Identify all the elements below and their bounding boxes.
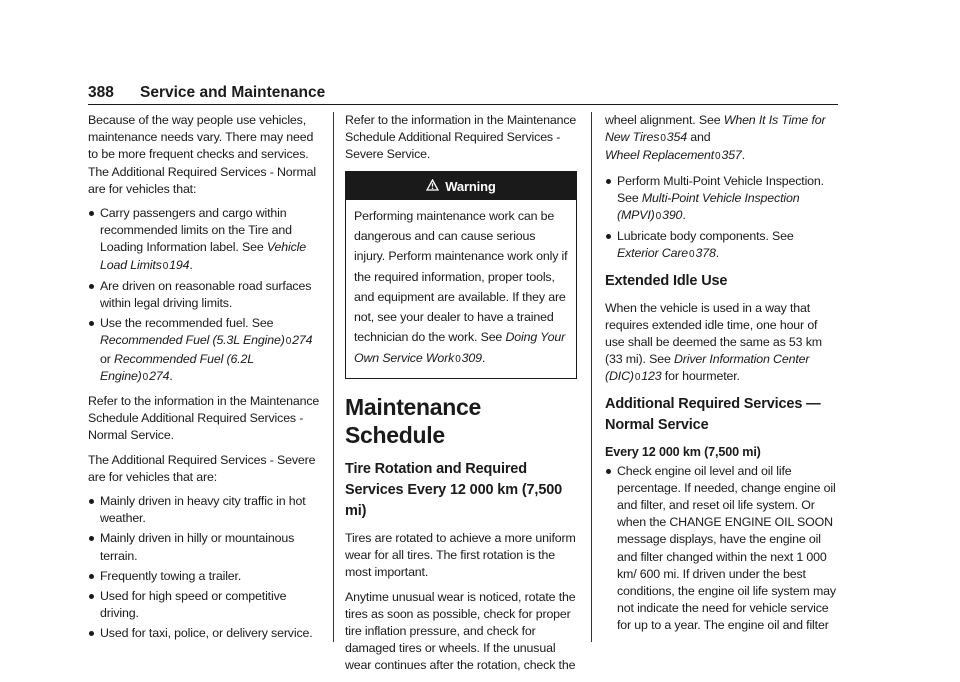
extended-idle-paragraph (605, 300, 837, 387)
paragraph-text: wheel alignment. See (605, 113, 724, 127)
paragraph-end: . (741, 148, 745, 163)
cross-reference-link[interactable]: Vehicle Load Limits (100, 240, 307, 272)
page-title: Service and Maintenance (140, 84, 326, 101)
cross-reference-link[interactable]: Doing Your Own Service Work (354, 330, 566, 365)
list-item: Mainly driven in heavy city traffic in hot weather. (88, 493, 320, 527)
warning-triangle-icon (426, 172, 439, 202)
refer-severe-paragraph: Refer to the information in the Maintenance Schedule Additional Required Services - Severe Service. (345, 113, 577, 162)
page-reference-icon: 0 (162, 260, 169, 272)
column-1 (88, 112, 320, 650)
list-item-text: or (100, 351, 115, 366)
tire-paragraph-1: Tires are rotated to achieve a more uniform wear for all tires. The first rotation is the most important. (345, 530, 576, 580)
page-header (88, 84, 838, 106)
cross-reference-link[interactable]: Recommended Fuel (6.2L Engine) (100, 351, 254, 383)
page-reference[interactable]: 274 (292, 333, 313, 348)
page-reference-icon: 0 (455, 353, 461, 365)
page-reference-icon: 0 (142, 371, 149, 383)
page-reference[interactable]: 123 (641, 369, 662, 384)
cross-reference-link[interactable]: Multi-Point Vehicle Inspection (MPVI) (617, 190, 800, 223)
header-rule (88, 104, 838, 105)
page-reference[interactable]: 390 (662, 208, 683, 223)
warning-text: Performing maintenance work can be dangerous and can cause serious injury. Perform maintenance work only if the required information, proper tools, and equipment are available. If they are not, see your dealer to have a trained technician do the work. See (354, 208, 568, 345)
cross-reference-link[interactable]: When It Is Time for New Tires (605, 113, 826, 145)
column-2 (345, 112, 577, 682)
cross-reference-link[interactable]: Exterior Care (617, 246, 689, 261)
list-item (88, 315, 320, 386)
column-3 (605, 112, 837, 642)
list-item (88, 278, 320, 312)
section-title: Maintenance Schedule (345, 393, 482, 448)
tire-rotation-heading: Tire Rotation and Required Services Every 12 000 km (7,500 mi) (345, 460, 563, 519)
page-reference[interactable]: 357 (721, 148, 742, 163)
warning-header (346, 172, 576, 200)
page-reference-icon: 0 (689, 249, 695, 261)
page-reference-icon: 0 (655, 211, 662, 223)
page-reference-icon: 0 (715, 151, 721, 163)
paragraph-text: When the vehicle is used in a way that requires extended idle time, one hour of use shall be deemed the same as 53 km (33 mi). See (605, 300, 822, 367)
extended-idle-heading: Extended Idle Use (605, 272, 728, 289)
page-reference[interactable]: 378 (695, 246, 716, 261)
list-item: Mainly driven in hilly or mountainous terrain. (88, 530, 320, 564)
list-item (605, 228, 837, 263)
list-item: Used for high speed or competitive driving. (88, 588, 320, 622)
list-item (605, 173, 837, 226)
page-reference[interactable]: 309 (461, 350, 482, 365)
page-reference[interactable]: 194 (169, 257, 190, 272)
every-interval-heading: Every 12 000 km (7,500 mi) (605, 444, 761, 459)
page-reference-icon: 0 (285, 336, 292, 348)
normal-conditions-list (88, 205, 320, 386)
list-item-end: . (169, 368, 173, 383)
list-item-text: Lubricate body components. See (617, 229, 794, 244)
list-item-text: Carry passengers and cargo within recommended limits on the Tire and Loading Information label. See (100, 206, 292, 255)
intro-paragraph: Because of the way people use vehicles, maintenance needs vary. There may need to be more frequent checks and services. The Additional Required Services - Normal are for vehicles that: (88, 113, 317, 196)
list-item-end: . (682, 208, 686, 223)
list-item: Frequently towing a trailer. (88, 568, 320, 585)
list-item-end: . (715, 246, 719, 261)
list-item: Used for taxi, police, or delivery service. (88, 625, 320, 642)
paragraph-text: and (686, 130, 711, 145)
additional-services-heading: Additional Required Services — Normal Service (605, 395, 821, 433)
column-divider-2 (591, 112, 592, 642)
list-item-end: . (189, 257, 193, 272)
paragraph-end: for hourmeter. (661, 369, 740, 384)
service-list (605, 173, 837, 264)
normal-service-list (605, 463, 837, 635)
warning-end: . (481, 350, 486, 365)
list-item (88, 205, 320, 275)
list-item-text: Are driven on reasonable road surfaces within legal driving limits. (100, 278, 312, 311)
column-divider-1 (333, 112, 334, 642)
warning-body (346, 200, 576, 378)
warning-box (345, 171, 577, 379)
cross-reference-link[interactable]: Wheel Replacement (605, 148, 715, 163)
page-reference[interactable]: 354 (666, 130, 687, 145)
continued-paragraph (605, 112, 837, 166)
cross-reference-link[interactable]: Driver Information Center (DIC) (605, 352, 810, 384)
page-reference-icon: 0 (660, 133, 666, 145)
list-item-text: Perform Multi-Point Vehicle Inspection. See (617, 173, 824, 205)
list-item-text: Use the recommended fuel. See (100, 316, 274, 331)
tire-paragraph-2: Anytime unusual wear is noticed, rotate the tires as soon as possible, check for proper tire inflation pressure, and check for damaged tires or wheels. If the unusual wear continues after the rotation, check the (345, 589, 576, 673)
refer-normal-paragraph: Refer to the information in the Maintenance Schedule Additional Required Services - Normal Service. (88, 394, 320, 443)
page-reference-icon: 0 (634, 372, 641, 384)
severe-intro-paragraph: The Additional Required Services - Severe are for vehicles that are: (88, 452, 316, 484)
list-item: Check engine oil level and oil life percentage. If needed, change engine oil and filter, and reset oil life system. Or when the CHANGE ENGINE OIL SOON message displays, have the engine oil and filter changed within the next 1 000 km/ 600 mi. If driven under the best conditions, the engine oil life system may not indicate the need for vehicle service for up to a year. The engine oil and filter (605, 463, 837, 635)
page-reference[interactable]: 274 (149, 368, 170, 383)
warning-title: Warning (445, 178, 496, 194)
page-number: 388 (88, 84, 114, 101)
cross-reference-link[interactable]: Recommended Fuel (5.3L Engine) (100, 333, 285, 348)
severe-conditions-list (88, 493, 320, 643)
